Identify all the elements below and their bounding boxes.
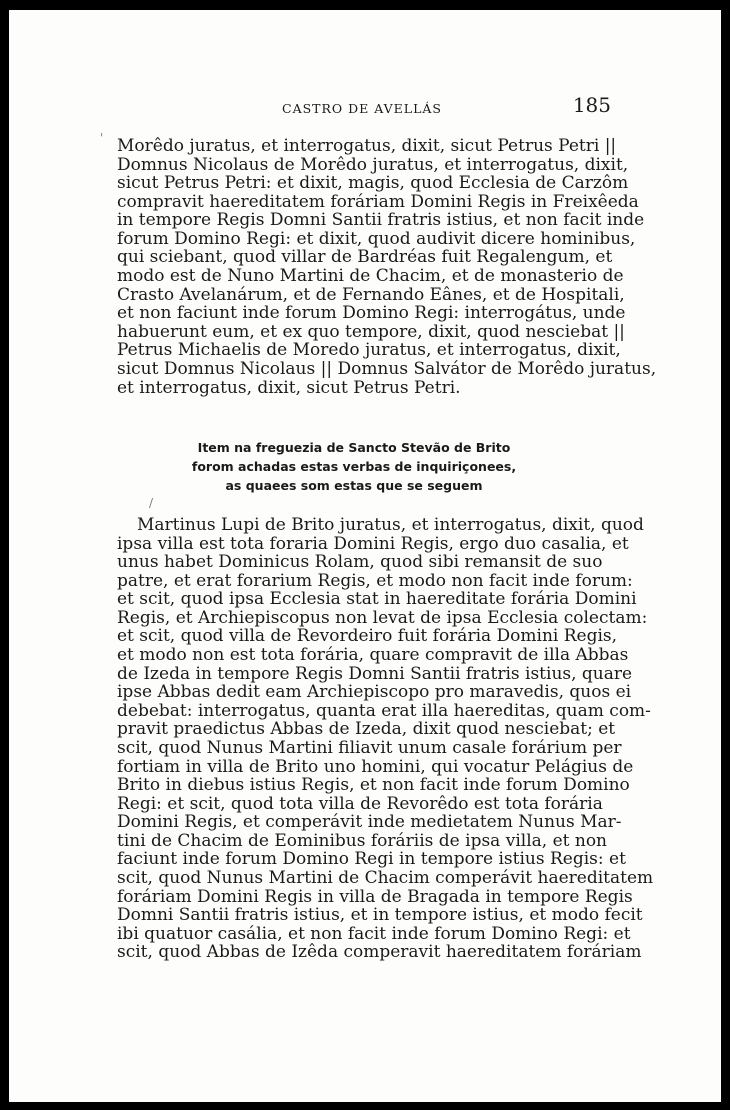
text-line: de Izeda in tempore Regis Domni Santii fratris istius, quare: [117, 663, 633, 684]
text-line: ipsa villa est tota foraria Domini Regis, ergo duo casalia, et: [117, 533, 629, 554]
book-page: [9, 10, 721, 1102]
text-line: debebat: interrogatus, quanta erat illa haereditas, quam com-: [117, 700, 651, 721]
running-title: CASTRO DE AVELLÁS: [282, 101, 442, 116]
text-line: sicut Petrus Petri: et dixit, magis, quod Ecclesia de Carzôm: [117, 173, 629, 194]
text-line: habuerunt eum, et ex quo tempore, dixit, quod nesciebat ||: [117, 321, 625, 342]
text-line: unus habet Dominicus Rolam, quod sibi remansit de suo: [117, 552, 603, 573]
text-line: Domni Santii fratris istius, et in tempore istius, et modo fecit: [117, 905, 643, 926]
heading-line: Item na freguezia de Sancto Stevão de Brito: [197, 440, 511, 455]
text-line: et modo non est tota forária, quare compravit de illa Abbas: [117, 645, 629, 666]
text-line: scit, quod Nunus Martini de Chacim comperávit haereditatem: [117, 867, 654, 888]
heading-line: forom achadas estas verbas de inquiriçonees,: [191, 459, 517, 474]
text-line: fortiam in villa de Brito uno homini, qui vocatur Pelágius de: [117, 756, 634, 777]
text-line: Domini Regis, et comperávit inde medietatem Nunus Mar-: [117, 812, 622, 833]
text-line: tini de Chacim de Eominibus foráriis de ipsa villa, et non: [117, 830, 608, 851]
text-line: et scit, quod ipsa Ecclesia stat in haereditate forária Domini: [117, 589, 637, 610]
text-line: scit, quod Nunus Martini filiavit unum casale forárium per: [117, 737, 622, 758]
text-line: Regi: et scit, quod tota villa de Revorêdo est tota forária: [117, 793, 603, 814]
text-line: faciunt inde forum Domino Regi in tempore istius Regis: et: [117, 849, 626, 870]
text-line: ipse Abbas dedit eam Archiepiscopo pro maravedis, quos ei: [117, 682, 632, 703]
text-line: Regis, et Archiepiscopus non levat de ipsa Ecclesia colectam:: [117, 607, 648, 628]
text-line: foráriam Domini Regis in villa de Bragada in tempore Regis: [117, 886, 633, 907]
text-line: Crasto Avelanárum, et de Fernando Eânes, et de Hospitali,: [117, 284, 625, 305]
paragraph-1: [117, 136, 657, 398]
section-heading: [139, 438, 569, 495]
margin-mark: /: [149, 496, 154, 510]
text-line: modo est de Nuno Martini de Chacim, et de monasterio de: [117, 266, 624, 287]
text-line: Martinus Lupi de Brito juratus, et interrogatus, dixit, quod: [137, 515, 644, 535]
text-line: Brito in diebus istius Regis, et non facit inde forum Domino: [117, 775, 630, 796]
text-line: compravit haereditatem foráriam Domini Regis in Freixêeda: [117, 191, 639, 212]
text-line: Petrus Michaelis de Moredo juratus, et interrogatus, dixit,: [117, 340, 621, 361]
text-line: patre, et erat forarium Regis, et modo non facit inde forum:: [117, 570, 633, 591]
text-line: qui sciebant, quod villar de Bardréas fuit Regalengum, et: [117, 247, 613, 268]
paragraph-2: [117, 515, 654, 963]
margin-mark: ': [100, 131, 104, 145]
text-line: et interrogatus, dixit, sicut Petrus Petri.: [117, 377, 461, 398]
text-line: Domnus Nicolaus de Morêdo juratus, et interrogatus, dixit,: [117, 154, 629, 175]
text-line: forum Domino Regi: et dixit, quod audivit dicere hominibus,: [117, 228, 636, 249]
heading-line: as quaees som estas que se seguem: [225, 478, 483, 493]
page-header: [109, 93, 611, 123]
text-line: scit, quod Abbas de Izêda comperavit haereditatem foráriam: [117, 942, 642, 963]
text-line: ibi quatuor casália, et non facit inde forum Domino Regi: et: [117, 923, 631, 944]
text-line: in tempore Regis Domni Santii fratris istius, et non facit inde: [117, 210, 645, 231]
text-line: sicut Domnus Nicolaus || Domnus Salvátor de Morêdo juratus,: [117, 358, 657, 379]
text-line: Morêdo juratus, et interrogatus, dixit, sicut Petrus Petri ||: [117, 136, 617, 156]
page-number: 185: [572, 93, 611, 117]
text-line: pravit praedictus Abbas de Izeda, dixit quod nesciebat; et: [117, 719, 616, 740]
text-line: et scit, quod villa de Revordeiro fuit forária Domini Regis,: [117, 626, 618, 647]
text-line: et non faciunt inde forum Domino Regi: interrogátus, unde: [117, 303, 626, 324]
